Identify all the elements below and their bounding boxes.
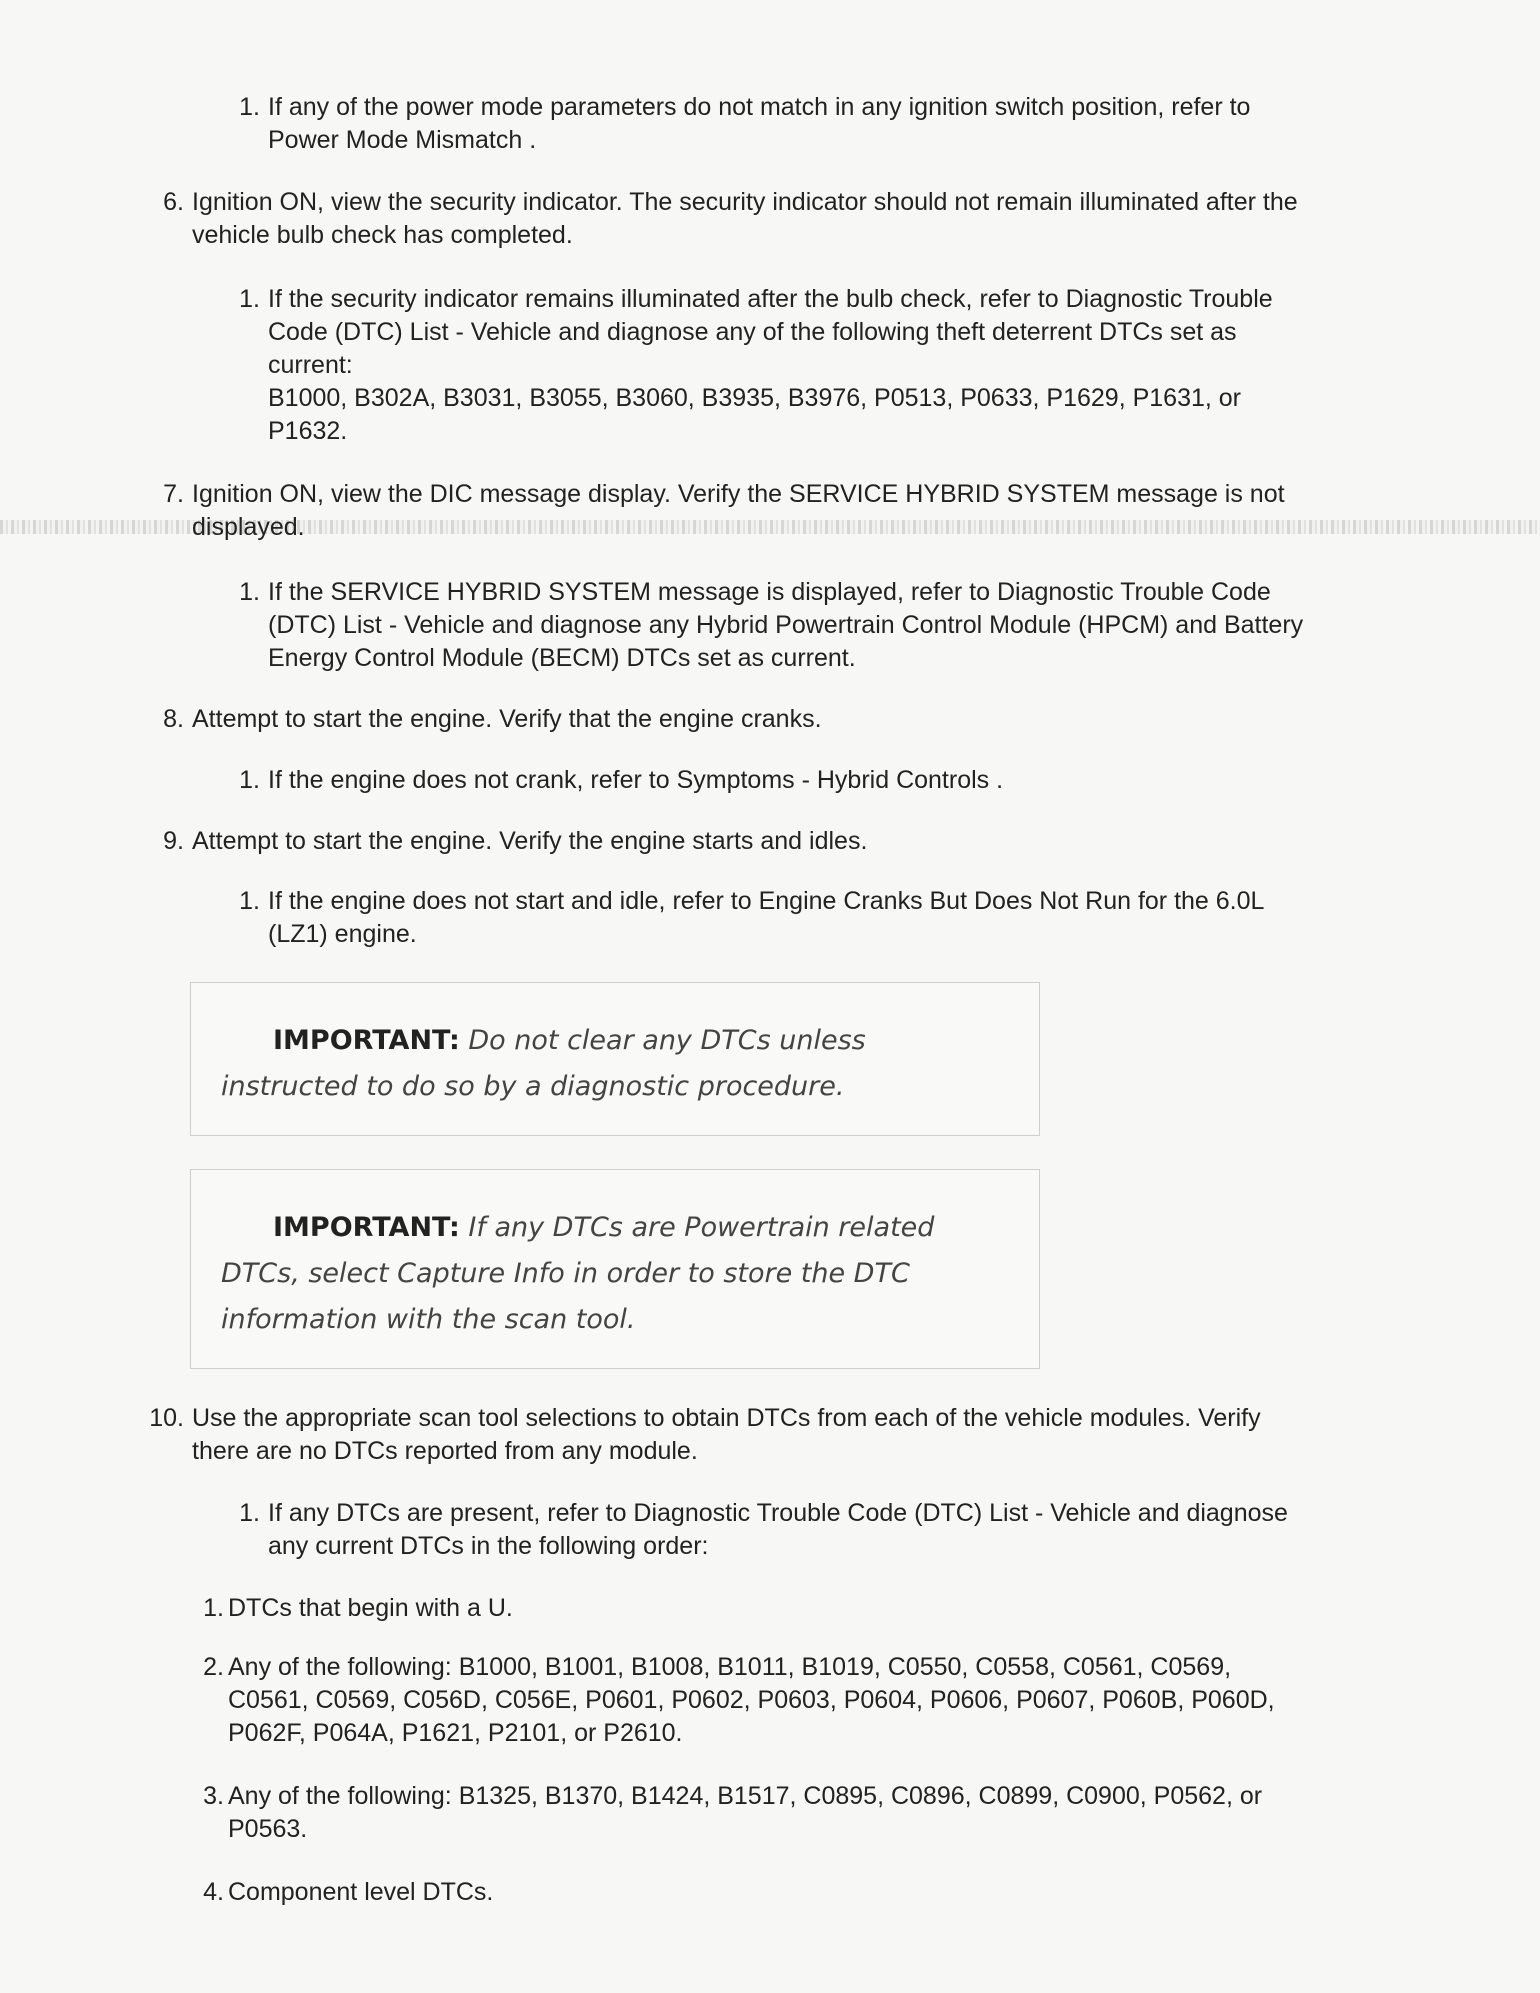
list-number: 9. xyxy=(163,827,184,855)
list-text: DTCs that begin with a U. xyxy=(228,1594,513,1622)
note-label: IMPORTANT: xyxy=(273,1212,460,1243)
list-text: Attempt to start the engine. Verify that the engine cranks. xyxy=(192,705,822,733)
list-text: If the security indicator remains illuminated after the bulb check, refer to Diagnostic Trouble Code (DTC) List - Vehicle and diagnose any of the following theft deterrent DTCs set as current: B1000, B302A, B3031, B3055, B3060, B3935, B3976, P0513, P0633, P1629, P1631, or P1632. xyxy=(268,285,1273,445)
list-text: If any DTCs are present, refer to Diagnostic Trouble Code (DTC) List - Vehicle and diagnose any current DTCs in the following order: xyxy=(268,1499,1288,1560)
list-text: Ignition ON, view the DIC message display. Verify the SERVICE HYBRID SYSTEM message is not displayed. xyxy=(192,480,1285,541)
list-number: 2. xyxy=(203,1653,224,1681)
list-number: 1. xyxy=(239,93,260,121)
list-number: 4. xyxy=(203,1878,224,1906)
list-text: Use the appropriate scan tool selections to obtain DTCs from each of the vehicle modules. Verify there are no DTCs reported from any module. xyxy=(192,1404,1261,1465)
list-text: Attempt to start the engine. Verify the engine starts and idles. xyxy=(192,827,868,855)
list-number: 1. xyxy=(239,887,260,915)
list-number: 6. xyxy=(163,188,184,216)
list-number: 7. xyxy=(163,480,184,508)
list-text: If any of the power mode parameters do not match in any ignition switch position, refer to Power Mode Mismatch . xyxy=(268,93,1251,154)
note-text: If any DTCs are Powertrain related DTCs, select Capture Info in order to store the DTC information with the scan tool. xyxy=(221,1212,935,1335)
important-note-1 xyxy=(190,982,1040,1136)
list-text: Component level DTCs. xyxy=(228,1878,494,1906)
note-paragraph xyxy=(221,1018,1009,1110)
list-number: 1. xyxy=(239,1499,260,1527)
list-text: If the engine does not crank, refer to Symptoms - Hybrid Controls . xyxy=(268,766,1004,794)
list-number: 1. xyxy=(239,766,260,794)
note-paragraph xyxy=(221,1205,1009,1343)
list-number: 1. xyxy=(203,1594,224,1622)
list-text: If the SERVICE HYBRID SYSTEM message is displayed, refer to Diagnostic Trouble Code (DTC) List - Vehicle and diagnose any Hybrid Powertrain Control Module (HPCM) and Battery Energy Control Module (BECM) DTCs set as current. xyxy=(268,578,1304,672)
list-text: Any of the following: B1325, B1370, B1424, B1517, C0895, C0896, C0899, C0900, P0562, or P0563. xyxy=(228,1782,1263,1843)
note-text: Do not clear any DTCs unless instructed to do so by a diagnostic procedure. xyxy=(221,1025,866,1102)
list-number: 8. xyxy=(163,705,184,733)
list-number: 10. xyxy=(149,1404,184,1432)
list-number: 1. xyxy=(239,285,260,313)
important-note-2 xyxy=(190,1169,1040,1369)
list-text: If the engine does not start and idle, refer to Engine Cranks But Does Not Run for the 6.0L (LZ1) engine. xyxy=(268,887,1265,948)
note-label: IMPORTANT: xyxy=(273,1025,460,1056)
list-number: 3. xyxy=(203,1782,224,1810)
list-text: Any of the following: B1000, B1001, B1008, B1011, B1019, C0550, C0558, C0561, C0569, C0561, C0569, C056D, C056E, P0601, P0602, P0603, P0604, P0606, P0607, P060B, P060D, P062F, P064A, P1621, P2101, or P2610. xyxy=(228,1653,1275,1747)
list-text: Ignition ON, view the security indicator. The security indicator should not remain illuminated after the vehicle bulb check has completed. xyxy=(192,188,1298,249)
list-number: 1. xyxy=(239,578,260,606)
